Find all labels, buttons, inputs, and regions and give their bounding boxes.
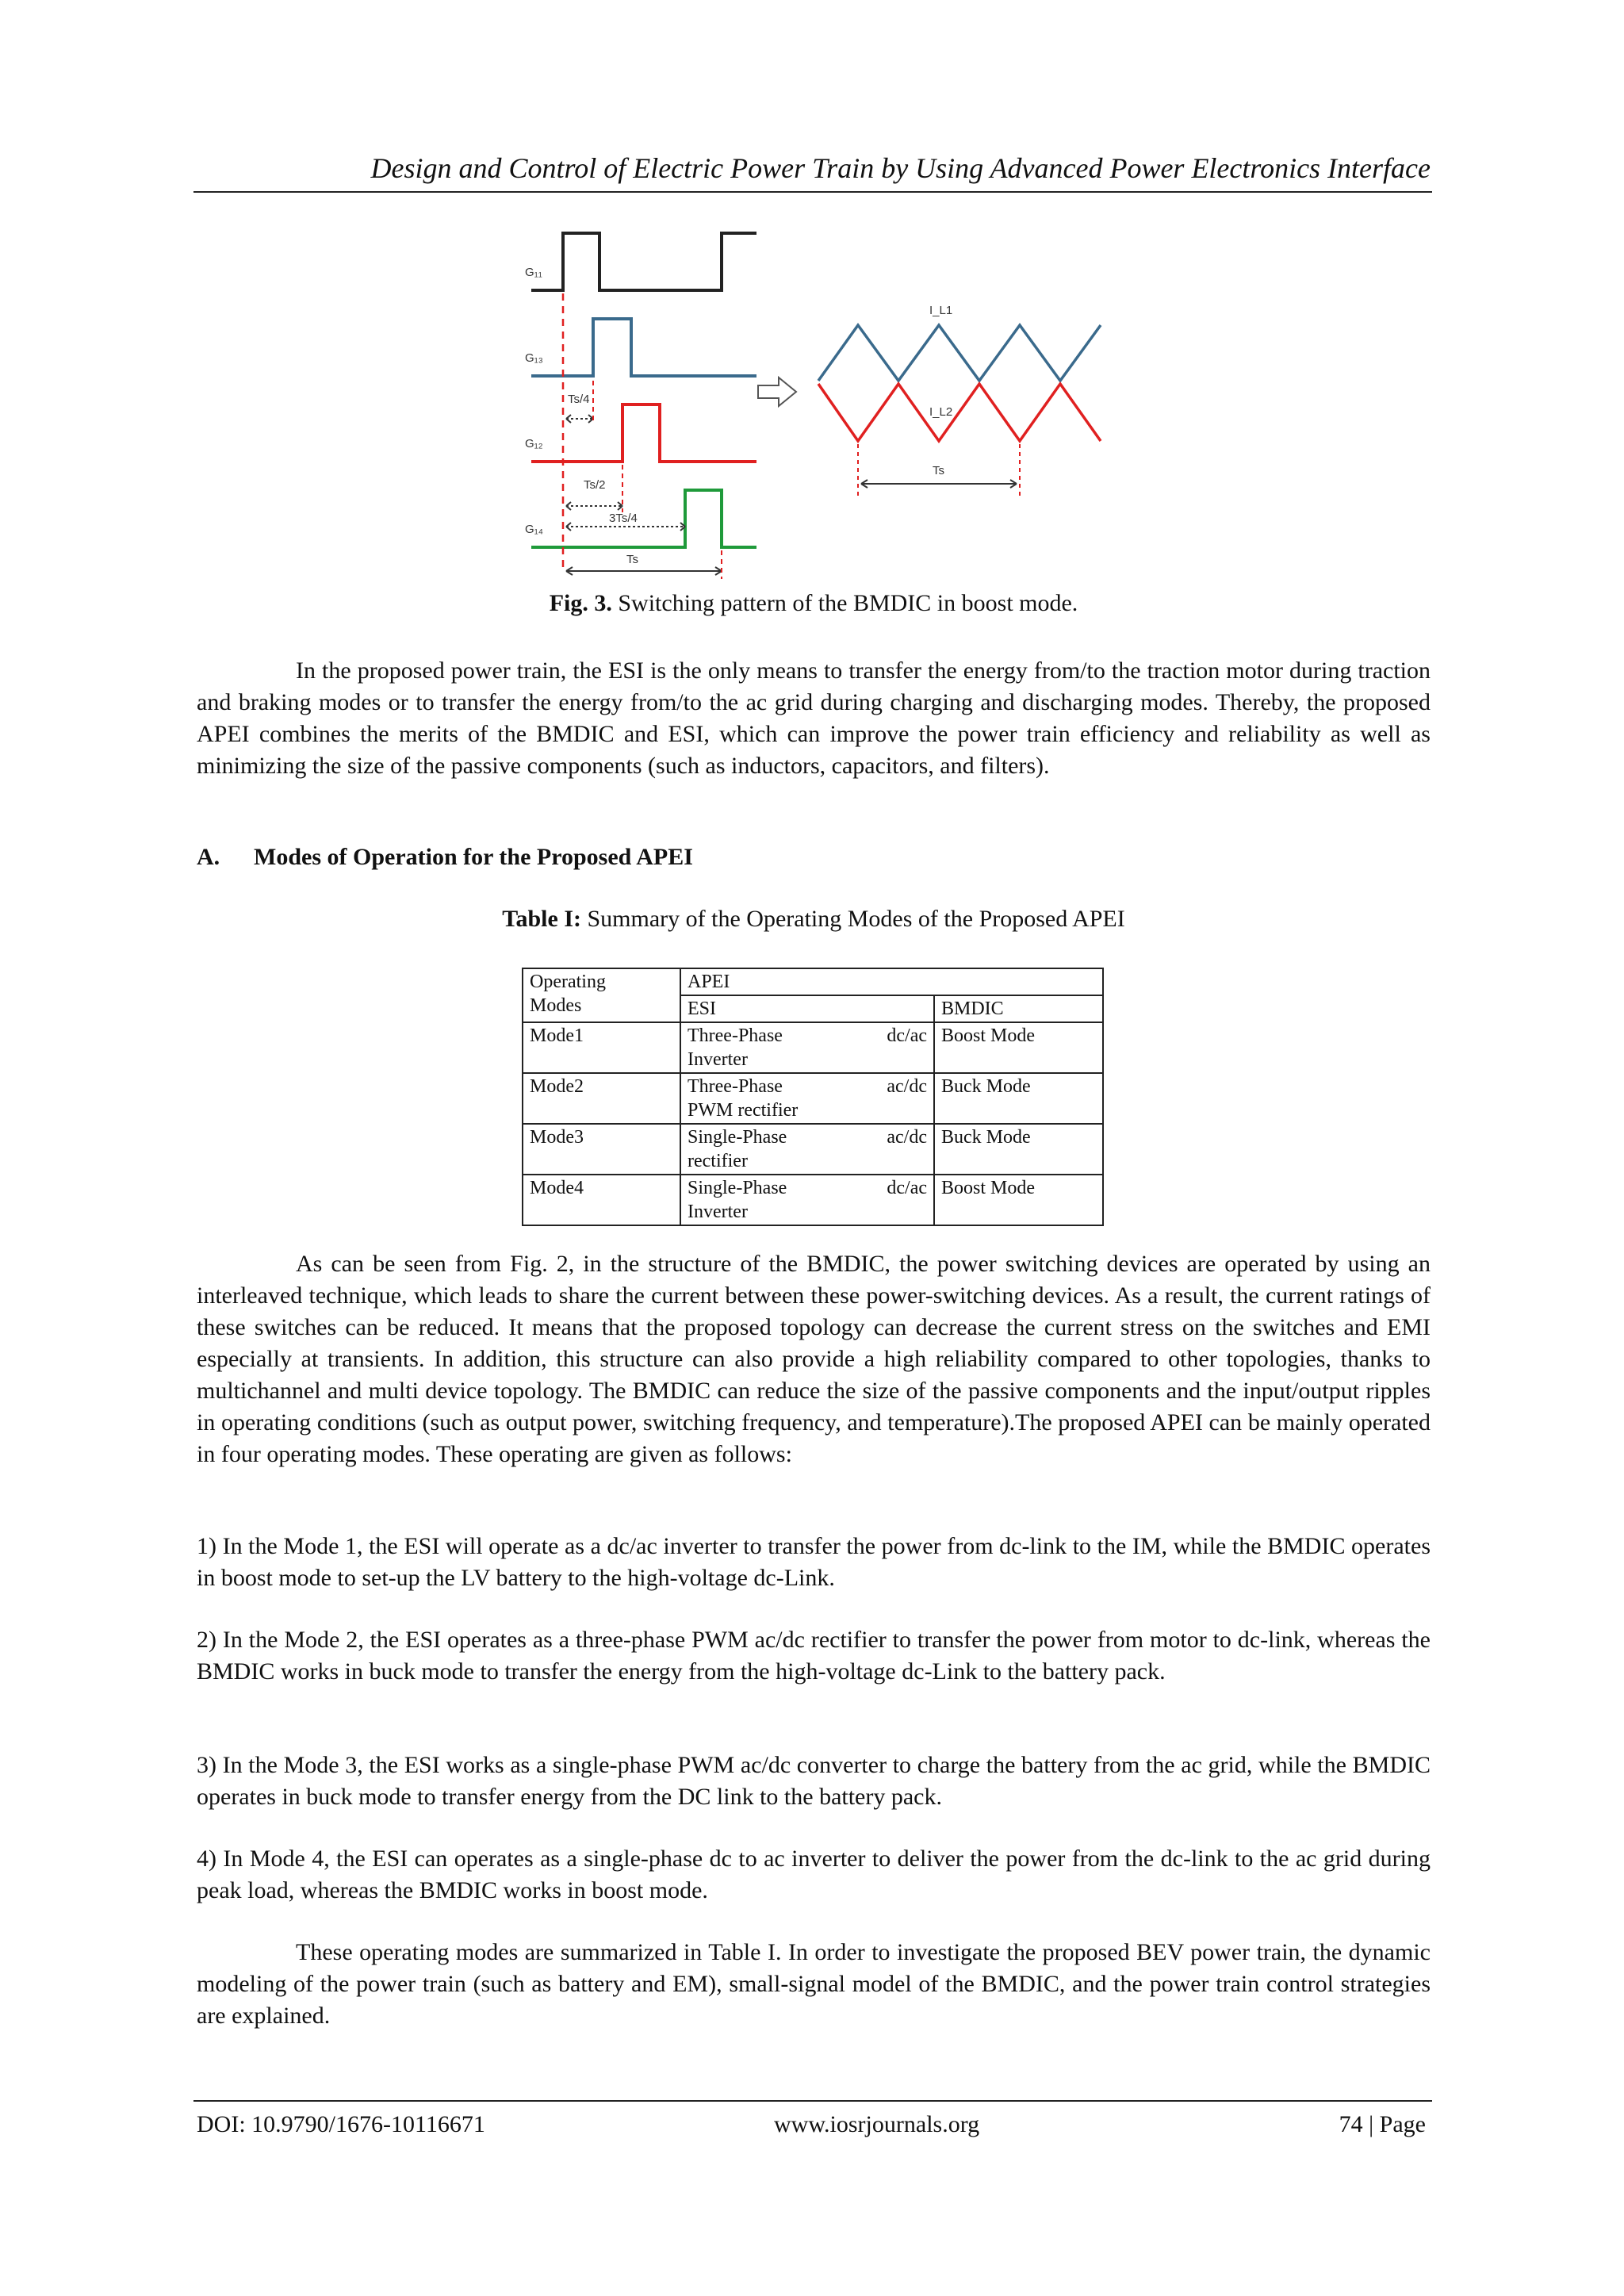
esi-cell: Three-Phase ac/dc PWM rectifier [680,1073,934,1124]
footer-page-number: 74 | Page [1339,2111,1426,2137]
bmdic-paragraph: As can be seen from Fig. 2, in the structure of the BMDIC, the power switching devices are operated by using an interleaved technique, which leads to share the current between these power-switching devices. As a result, the current ratings of these switches can be reduced. It means that the proposed topology can decrease the current stress on the switches and EMI especially at transients. In addition, this structure can also provide a high reliability compared to other topologies, thanks to multichannel and multi device topology. The BMDIC can reduce the size of the passive components and the input/output ripples in operating conditions (such as output power, switching frequency, and temperature).The proposed APEI can be mainly operated in four operating modes. These operating are given as follows: [197,1251,1431,1467]
mode-list-item-3: 3) In the Mode 3, the ESI works as a single-phase PWM ac/dc converter to charge the battery from the ac grid, while the BMDIC operates in buck mode to transfer energy from the DC link to the battery pack. [197,1752,1431,1810]
bmdic-cell: Boost Mode [934,1175,1103,1225]
esi-cell: Three-Phase dc/ac Inverter [680,1022,934,1073]
bmdic-cell: Buck Mode [934,1124,1103,1175]
g11-label: G₁₁ [525,266,542,279]
il-period-label: Ts [933,464,944,477]
running-header: Design and Control of Electric Power Train by Using Advanced Power Electronics Interface [370,152,1431,184]
footer-rule [193,2100,1432,2102]
g13-label: G₁₃ [525,351,543,365]
esi-cell: Single-Phase ac/dc rectifier [680,1124,934,1175]
switching-pattern-figure [508,222,1142,595]
switching-pattern-diagram [508,222,1142,595]
figure-caption-text: Switching pattern of the BMDIC in boost mode. [618,590,1078,616]
g14-label: G₁₄ [525,523,543,536]
section-title: Modes of Operation for the Proposed APEI [254,844,693,870]
mode-cell: Mode3 [523,1124,680,1175]
intro-paragraph: In the proposed power train, the ESI is the only means to transfer the energy from/to the traction motor during traction and braking modes or to transfer the energy from/to the ac grid during charging and discharging modes. Thereby, the proposed APEI combines the merits of the BMDIC and ESI, which can improve the power train efficiency and reliability as well as minimizing the size of the passive components (such as inductors, capacitors, and filters). [197,657,1431,779]
g14-signal [531,490,756,547]
ts4-label: Ts/4 [568,393,590,406]
mode-cell: Mode2 [523,1073,680,1124]
ts-period-label: Ts [626,553,638,566]
mode-list-item-2: 2) In the Mode 2, the ESI operates as a three-phase PWM ac/dc rectifier to transfer the power from motor to dc-link, whereas the BMDIC works in buck mode to transfer the energy from the high-voltage dc-Link to the battery pack. [197,1627,1431,1685]
footer-website: www.iosrjournals.org [774,2111,980,2137]
section-number: A. [197,844,220,870]
table-caption [197,904,1431,934]
g11-signal [531,233,756,290]
il1-label: I_L1 [929,304,953,317]
hollow-arrow-icon [758,378,796,406]
table-row [523,1124,1103,1175]
table-caption-label: Table I: [502,906,581,932]
operating-modes-table [522,968,1104,1226]
footer-doi: DOI: 10.9790/1676-10116671 [197,2111,485,2137]
g12-label: G₁₂ [525,437,543,450]
section-heading [197,842,693,872]
esi-cell: Single-Phase dc/ac Inverter [680,1175,934,1225]
table-row [523,1175,1103,1225]
table-caption-text: Summary of the Operating Modes of the Proposed APEI [587,906,1125,932]
il2-label: I_L2 [929,405,953,419]
summary-paragraph: These operating modes are summarized in Table I. In order to investigate the proposed BEV power train, the dynamic modeling of the power train (such as battery and EM), small-signal model of the BMDIC, and the power train control strategies are explained. [197,1939,1431,2029]
table-row [523,1073,1103,1124]
bmdic-cell: Boost Mode [934,1022,1103,1073]
header-esi: ESI [680,995,934,1022]
mode-list-item-4: 4) In Mode 4, the ESI can operates as a single-phase dc to ac inverter to deliver the power from the dc-link to the ac grid during peak load, whereas the BMDIC works in boost mode. [197,1846,1431,1903]
il2-waveform [818,384,1101,441]
table-row [523,1022,1103,1073]
mode-cell: Mode1 [523,1022,680,1073]
header-rule [193,191,1432,193]
bmdic-cell: Buck Mode [934,1073,1103,1124]
figure-caption [197,588,1431,619]
il1-waveform [818,325,1101,381]
ts2-label: Ts/2 [584,478,606,492]
g12-signal [531,404,756,462]
mode-list-item-1: 1) In the Mode 1, the ESI will operate as a dc/ac inverter to transfer the power from dc-link to the IM, while the BMDIC operates in boost mode to set-up the LV battery to the high-voltage dc-Link. [197,1533,1431,1591]
ts34-label: 3Ts/4 [609,512,638,525]
header-operating-modes: Operating Modes [523,968,680,1022]
table-header-row [523,968,1103,995]
header-bmdic: BMDIC [934,995,1103,1022]
mode-cell: Mode4 [523,1175,680,1225]
figure-caption-label: Fig. 3. [549,590,612,616]
header-apei: APEI [680,968,1103,995]
g13-signal [531,319,756,376]
